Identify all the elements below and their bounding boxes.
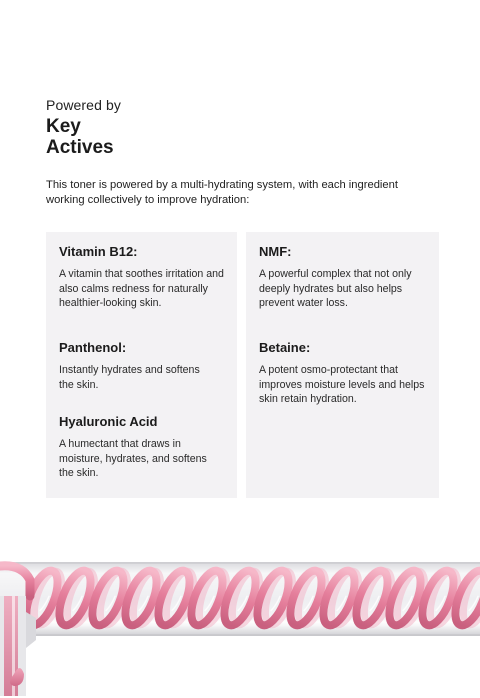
ingredient-title: Vitamin B12:: [59, 244, 138, 259]
ingredient-title: NMF:: [259, 244, 292, 259]
headline-line-2: Actives: [46, 137, 114, 158]
ingredient-betaine: [259, 340, 429, 407]
ingredient-title: Hyaluronic Acid: [59, 414, 158, 429]
ingredient-description: A vitamin that soothes irritation and also calms redness for naturally healthier-looking skin.: [59, 268, 224, 309]
page-title: [46, 116, 246, 158]
ingredient-title: Betaine:: [259, 340, 311, 355]
ingredient-vitamin-b12: [59, 244, 231, 311]
ingredients-card-left: [46, 232, 237, 498]
pink-coil-tube-illustration: [0, 556, 480, 698]
tube-fitting: [26, 612, 36, 648]
ingredient-description: Instantly hydrates and softens the skin.: [59, 364, 200, 391]
ingredient-nmf: [259, 244, 425, 311]
ingredients-card-right: [246, 232, 439, 498]
intro-paragraph: This toner is powered by a multi-hydrating system, with each ingredient working collectively to improve hydration:: [46, 179, 398, 206]
headline-line-1: Key: [46, 116, 81, 137]
ingredient-description: A potent osmo-protectant that improves moisture levels and helps skin retain hydration.: [259, 364, 425, 405]
eyebrow-text: Powered by: [46, 97, 121, 113]
ingredient-description: A powerful complex that not only deeply hydrates but also helps prevent water loss.: [259, 268, 412, 309]
ingredient-panthenol: [59, 340, 209, 392]
ingredient-description: A humectant that draws in moisture, hydrates, and softens the skin.: [59, 438, 207, 479]
ingredient-title: Panthenol:: [59, 340, 127, 355]
ingredient-hyaluronic-acid: [59, 414, 209, 481]
